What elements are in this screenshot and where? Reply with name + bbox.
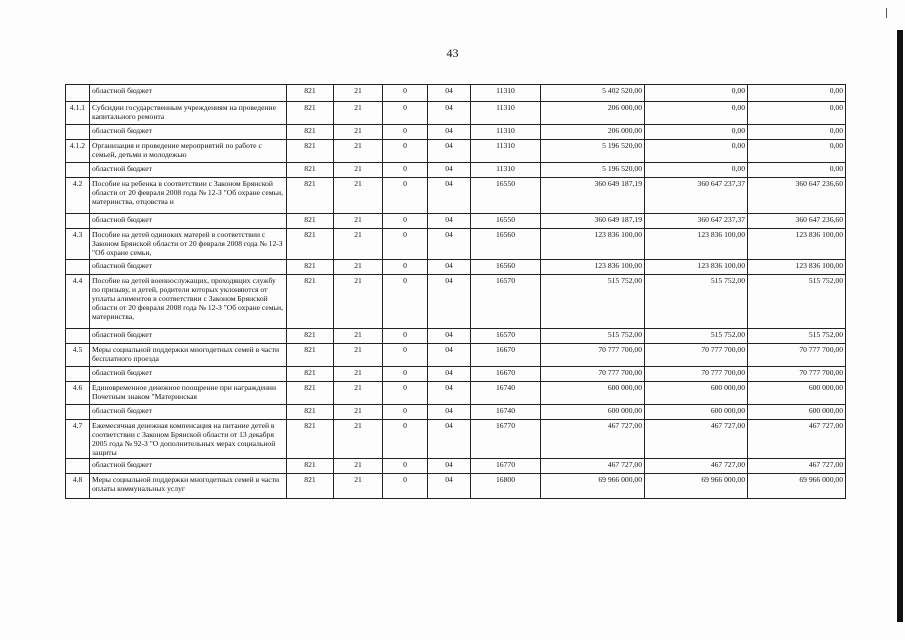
item-number: 4.6 xyxy=(66,382,90,405)
amount-year-1: 515 752,00 xyxy=(541,329,645,344)
item-name: Субсидии государственным учреждениям на проведение капитального ремонта xyxy=(90,102,287,125)
code-section: 04 xyxy=(428,474,471,499)
item-name: Единовременное денежное поощрение при награждении Почетным знаком "Материнская xyxy=(90,382,287,405)
code-section: 04 xyxy=(428,275,471,329)
table-row xyxy=(66,474,846,499)
code-target: 16740 xyxy=(471,382,541,405)
item-name: Пособие на ребенка в соответствии с Законом Брянской области от 20 февраля 2008 года № 12-З "Об охране семьи, материнства, отцовства и xyxy=(90,178,287,214)
code-target: 16570 xyxy=(471,275,541,329)
code-subprogram: 0 xyxy=(383,329,428,344)
code-subprogram: 0 xyxy=(383,275,428,329)
amount-year-3: 467 727,00 xyxy=(748,459,846,474)
item-number: 4.5 xyxy=(66,344,90,367)
code-section: 04 xyxy=(428,329,471,344)
page-number: 43 xyxy=(446,46,459,60)
code-program: 21 xyxy=(334,459,383,474)
amount-year-2: 467 727,00 xyxy=(645,459,748,474)
code-subprogram: 0 xyxy=(383,229,428,260)
code-ministry: 821 xyxy=(287,85,334,102)
code-target: 16740 xyxy=(471,405,541,420)
code-subprogram: 0 xyxy=(383,85,428,102)
code-target: 11310 xyxy=(471,85,541,102)
amount-year-1: 70 777 700,00 xyxy=(541,367,645,382)
code-program: 21 xyxy=(334,163,383,178)
code-section: 04 xyxy=(428,163,471,178)
code-subprogram: 0 xyxy=(383,163,428,178)
amount-year-1: 123 836 100,00 xyxy=(541,229,645,260)
code-program: 21 xyxy=(334,367,383,382)
code-subprogram: 0 xyxy=(383,214,428,229)
item-name: Меры социальной поддержки многодетных семей в части оплаты коммунальных услуг xyxy=(90,474,287,499)
code-subprogram: 0 xyxy=(383,344,428,367)
item-number xyxy=(66,163,90,178)
table-row xyxy=(66,229,846,260)
amount-year-3: 70 777 700,00 xyxy=(748,367,846,382)
code-target: 11310 xyxy=(471,102,541,125)
code-ministry: 821 xyxy=(287,420,334,459)
code-subprogram: 0 xyxy=(383,405,428,420)
code-program: 21 xyxy=(334,214,383,229)
table-row xyxy=(66,459,846,474)
amount-year-1: 69 966 000,00 xyxy=(541,474,645,499)
code-ministry: 821 xyxy=(287,329,334,344)
code-ministry: 821 xyxy=(287,229,334,260)
code-subprogram: 0 xyxy=(383,260,428,275)
item-number: 4.1.2 xyxy=(66,140,90,163)
amount-year-2: 360 647 237,37 xyxy=(645,178,748,214)
amount-year-1: 360 649 187,19 xyxy=(541,214,645,229)
table-row xyxy=(66,102,846,125)
amount-year-1: 467 727,00 xyxy=(541,459,645,474)
amount-year-3: 515 752,00 xyxy=(748,275,846,329)
item-number: 4.8 xyxy=(66,474,90,499)
item-name: областной бюджет xyxy=(90,260,287,275)
code-subprogram: 0 xyxy=(383,140,428,163)
amount-year-2: 0,00 xyxy=(645,125,748,140)
amount-year-2: 123 836 100,00 xyxy=(645,229,748,260)
scan-edge-mark xyxy=(897,30,903,622)
amount-year-1: 467 727,00 xyxy=(541,420,645,459)
table-row xyxy=(66,178,846,214)
table-row xyxy=(66,140,846,163)
item-name: Ежемесячная денежная компенсация на питание детей в соответствии с Законом Брянской области от 13 декабря 2005 года № 92-З "О дополнительных мерах социальной защиты xyxy=(90,420,287,459)
amount-year-2: 360 647 237,37 xyxy=(645,214,748,229)
amount-year-3: 69 966 000,00 xyxy=(748,474,846,499)
amount-year-2: 600 000,00 xyxy=(645,382,748,405)
code-section: 04 xyxy=(428,178,471,214)
table-row xyxy=(66,214,846,229)
code-subprogram: 0 xyxy=(383,382,428,405)
amount-year-3: 360 647 236,60 xyxy=(748,214,846,229)
amount-year-2: 0,00 xyxy=(645,102,748,125)
code-program: 21 xyxy=(334,344,383,367)
table-row xyxy=(66,420,846,459)
code-program: 21 xyxy=(334,420,383,459)
amount-year-3: 123 836 100,00 xyxy=(748,229,846,260)
item-name: областной бюджет xyxy=(90,163,287,178)
code-section: 04 xyxy=(428,85,471,102)
amount-year-1: 206 000,00 xyxy=(541,125,645,140)
code-program: 21 xyxy=(334,260,383,275)
code-section: 04 xyxy=(428,214,471,229)
item-name: областной бюджет xyxy=(90,459,287,474)
code-target: 16560 xyxy=(471,229,541,260)
table-row xyxy=(66,382,846,405)
code-target: 16570 xyxy=(471,329,541,344)
code-target: 16670 xyxy=(471,344,541,367)
code-program: 21 xyxy=(334,178,383,214)
amount-year-3: 600 000,00 xyxy=(748,405,846,420)
amount-year-3: 0,00 xyxy=(748,85,846,102)
code-section: 04 xyxy=(428,125,471,140)
code-target: 16670 xyxy=(471,367,541,382)
amount-year-2: 467 727,00 xyxy=(645,420,748,459)
code-program: 21 xyxy=(334,405,383,420)
amount-year-3: 0,00 xyxy=(748,163,846,178)
code-ministry: 821 xyxy=(287,344,334,367)
code-ministry: 821 xyxy=(287,275,334,329)
table-row xyxy=(66,344,846,367)
code-ministry: 821 xyxy=(287,367,334,382)
item-number: 4.3 xyxy=(66,229,90,260)
scan-edge-tick xyxy=(886,8,887,18)
amount-year-1: 360 649 187,19 xyxy=(541,178,645,214)
item-name: Меры социальной поддержки многодетных семей в части бесплатного проезда xyxy=(90,344,287,367)
code-ministry: 821 xyxy=(287,125,334,140)
amount-year-2: 70 777 700,00 xyxy=(645,367,748,382)
table-row xyxy=(66,260,846,275)
table-row xyxy=(66,405,846,420)
code-section: 04 xyxy=(428,102,471,125)
code-subprogram: 0 xyxy=(383,367,428,382)
amount-year-1: 5 402 520,00 xyxy=(541,85,645,102)
amount-year-1: 206 000,00 xyxy=(541,102,645,125)
item-number xyxy=(66,329,90,344)
code-section: 04 xyxy=(428,140,471,163)
item-name: областной бюджет xyxy=(90,329,287,344)
item-name: Пособие на детей одиноких матерей в соответствии с Законом Брянской области от 20 февраля 2008 года № 12-З "Об охране семьи, xyxy=(90,229,287,260)
code-subprogram: 0 xyxy=(383,178,428,214)
code-ministry: 821 xyxy=(287,474,334,499)
code-subprogram: 0 xyxy=(383,102,428,125)
code-ministry: 821 xyxy=(287,459,334,474)
amount-year-1: 123 836 100,00 xyxy=(541,260,645,275)
amount-year-2: 515 752,00 xyxy=(645,275,748,329)
item-name: областной бюджет xyxy=(90,125,287,140)
item-number: 4.2 xyxy=(66,178,90,214)
code-ministry: 821 xyxy=(287,260,334,275)
code-target: 16560 xyxy=(471,260,541,275)
code-target: 16800 xyxy=(471,474,541,499)
amount-year-3: 600 000,00 xyxy=(748,382,846,405)
amount-year-3: 515 752,00 xyxy=(748,329,846,344)
item-number xyxy=(66,459,90,474)
table-row xyxy=(66,85,846,102)
code-program: 21 xyxy=(334,329,383,344)
code-subprogram: 0 xyxy=(383,459,428,474)
table-row xyxy=(66,163,846,178)
amount-year-1: 515 752,00 xyxy=(541,275,645,329)
amount-year-2: 0,00 xyxy=(645,85,748,102)
code-ministry: 821 xyxy=(287,163,334,178)
amount-year-2: 70 777 700,00 xyxy=(645,344,748,367)
code-section: 04 xyxy=(428,260,471,275)
code-ministry: 821 xyxy=(287,140,334,163)
amount-year-1: 600 000,00 xyxy=(541,405,645,420)
amount-year-2: 69 966 000,00 xyxy=(645,474,748,499)
amount-year-3: 360 647 236,60 xyxy=(748,178,846,214)
table-row xyxy=(66,275,846,329)
amount-year-3: 467 727,00 xyxy=(748,420,846,459)
item-number xyxy=(66,260,90,275)
code-section: 04 xyxy=(428,367,471,382)
amount-year-3: 0,00 xyxy=(748,140,846,163)
code-section: 04 xyxy=(428,382,471,405)
code-ministry: 821 xyxy=(287,405,334,420)
item-number xyxy=(66,125,90,140)
amount-year-2: 0,00 xyxy=(645,163,748,178)
amount-year-3: 0,00 xyxy=(748,125,846,140)
code-ministry: 821 xyxy=(287,214,334,229)
code-program: 21 xyxy=(334,125,383,140)
amount-year-3: 0,00 xyxy=(748,102,846,125)
amount-year-2: 515 752,00 xyxy=(645,329,748,344)
code-target: 11310 xyxy=(471,140,541,163)
code-section: 04 xyxy=(428,420,471,459)
item-name: Организация и проведение мероприятий по работе с семьей, детьми и молодежью xyxy=(90,140,287,163)
code-section: 04 xyxy=(428,405,471,420)
item-name: областной бюджет xyxy=(90,367,287,382)
code-target: 16550 xyxy=(471,178,541,214)
table-row xyxy=(66,125,846,140)
item-name: областной бюджет xyxy=(90,85,287,102)
item-number: 4.4 xyxy=(66,275,90,329)
code-section: 04 xyxy=(428,459,471,474)
table-row xyxy=(66,329,846,344)
code-subprogram: 0 xyxy=(383,125,428,140)
amount-year-1: 600 000,00 xyxy=(541,382,645,405)
code-program: 21 xyxy=(334,382,383,405)
amount-year-2: 600 000,00 xyxy=(645,405,748,420)
code-section: 04 xyxy=(428,229,471,260)
table-row xyxy=(66,367,846,382)
code-program: 21 xyxy=(334,102,383,125)
amount-year-2: 123 836 100,00 xyxy=(645,260,748,275)
amount-year-1: 5 196 520,00 xyxy=(541,163,645,178)
amount-year-2: 0,00 xyxy=(645,140,748,163)
code-ministry: 821 xyxy=(287,102,334,125)
item-number xyxy=(66,367,90,382)
code-target: 16770 xyxy=(471,459,541,474)
code-section: 04 xyxy=(428,344,471,367)
amount-year-1: 5 196 520,00 xyxy=(541,140,645,163)
code-target: 11310 xyxy=(471,163,541,178)
item-name: Пособие на детей военнослужащих, проходящих службу по призыву, и детей, родители которых уклоняются от уплаты алиментов в соответствии с Законом Брянской области от 20 февраля 2008 года № 12-З "Об охране семьи, материнства, xyxy=(90,275,287,329)
code-target: 16550 xyxy=(471,214,541,229)
amount-year-3: 70 777 700,00 xyxy=(748,344,846,367)
item-name: областной бюджет xyxy=(90,405,287,420)
code-program: 21 xyxy=(334,474,383,499)
item-number xyxy=(66,405,90,420)
amount-year-1: 70 777 700,00 xyxy=(541,344,645,367)
code-subprogram: 0 xyxy=(383,420,428,459)
code-program: 21 xyxy=(334,275,383,329)
item-name: областной бюджет xyxy=(90,214,287,229)
item-number xyxy=(66,214,90,229)
amount-year-3: 123 836 100,00 xyxy=(748,260,846,275)
code-target: 16770 xyxy=(471,420,541,459)
code-program: 21 xyxy=(334,140,383,163)
code-program: 21 xyxy=(334,229,383,260)
code-ministry: 821 xyxy=(287,178,334,214)
item-number: 4.1.1 xyxy=(66,102,90,125)
code-ministry: 821 xyxy=(287,382,334,405)
budget-table xyxy=(65,84,846,499)
code-target: 11310 xyxy=(471,125,541,140)
code-subprogram: 0 xyxy=(383,474,428,499)
item-number xyxy=(66,85,90,102)
item-number: 4.7 xyxy=(66,420,90,459)
code-program: 21 xyxy=(334,85,383,102)
